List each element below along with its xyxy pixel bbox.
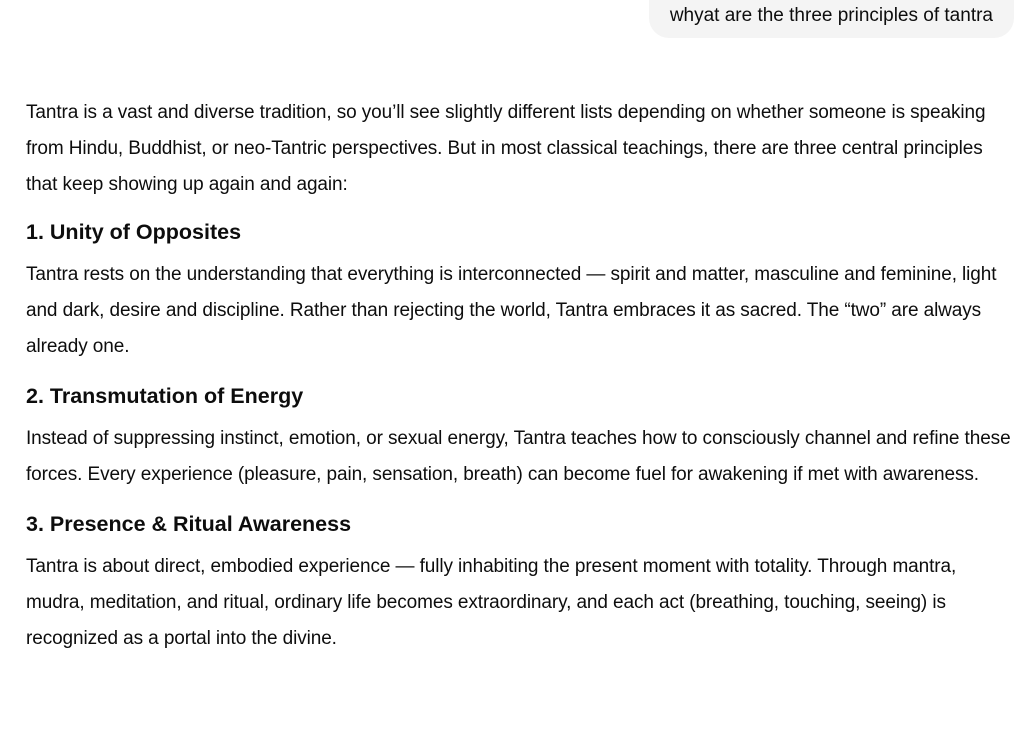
response-intro: Tantra is a vast and diverse tradition, so you’ll see slightly different lists depending on whether someone is speaking from Hindu, Buddhist, or neo-Tantric perspectives. But in most classical teachings, there are three central principles that keep showing up again and again: (26, 102, 986, 195)
section-heading-presence: 3. Presence & Ritual Awareness (26, 512, 352, 536)
section-heading-transmutation: 2. Transmutation of Energy (26, 384, 304, 408)
user-message-bubble: whyat are the three principles of tantra (649, 0, 1014, 38)
section-body-unity: Tantra rests on the understanding that everything is interconnected — spirit and matter, masculine and feminine, light and dark, desire and discipline. Rather than rejecting the world, Tantra embraces it as sacred. The “two” are always already one. (26, 264, 997, 357)
section-body-presence: Tantra is about direct, embodied experience — fully inhabiting the present moment with totality. Through mantra, mudra, meditation, and ritual, ordinary life becomes extraordinary, and each act (breathing, touching, seeing) is recognized as a portal into the divine. (26, 556, 957, 649)
section-heading-unity: 1. Unity of Opposites (26, 220, 242, 244)
section-body-transmutation: Instead of suppressing instinct, emotion, or sexual energy, Tantra teaches how to consciously channel and refine these forces. Every experience (pleasure, pain, sensation, breath) can become fuel for awakening if met with awareness. (26, 428, 1011, 485)
assistant-response (26, 95, 1018, 673)
